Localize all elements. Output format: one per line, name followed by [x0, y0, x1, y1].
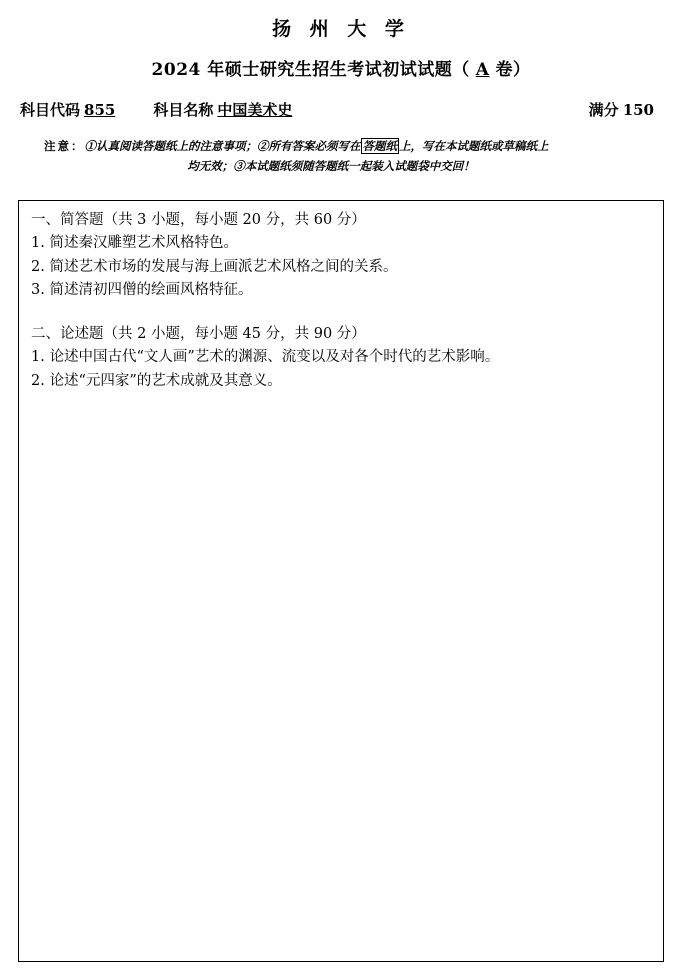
full-marks-value: 150 — [622, 101, 654, 119]
section-1-heading: 一、简答题（共 3 小题，每小题 20 分，共 60 分） — [31, 212, 366, 228]
section-divider-gap — [31, 303, 651, 323]
university-title: 扬 州 大 学 — [272, 18, 410, 40]
notice-line-2: 均无效；③本试题纸须随答题纸一起装入试题袋中交回！ — [187, 159, 475, 174]
section-2-question-2: 2. 论述“元四家”的艺术成就及其意义。 — [31, 372, 282, 389]
exam-paper-page — [0, 14, 682, 972]
section-1-question-1: 1. 简述秦汉雕塑艺术风格特色。 — [31, 235, 238, 252]
exam-title-suffix: 卷） — [495, 60, 531, 80]
section-1-question-3: 3. 简述清初四僧的绘画风格特征。 — [31, 282, 253, 299]
paper-code: A — [475, 60, 490, 80]
question-body-box — [18, 200, 664, 962]
notice-lead: 注意： — [44, 139, 85, 153]
section-2-question-1: 1. 论述中国古代“文人画”艺术的渊源、流变以及对各个时代的艺术影响。 — [31, 349, 500, 366]
subject-code-label: 科目代码 — [20, 101, 81, 119]
subject-code-value: 855 — [84, 101, 116, 119]
notice-boxed-answer-sheet: 答题纸 — [362, 139, 397, 153]
notice-item-1-tail: 上，写在本试题纸或草稿纸上 — [399, 139, 549, 153]
exam-title-prefix: 2024 年硕士研究生招生考试初试试题（ — [151, 60, 470, 80]
notice-block — [18, 136, 664, 176]
section-1 — [31, 209, 651, 303]
section-2-heading: 二、论述题（共 2 小题，每小题 45 分，共 90 分） — [31, 325, 366, 342]
notice-line-1 — [44, 136, 658, 156]
notice-item-1: ①认真阅读答题纸上的注意事项；②所有答案必须写在 — [84, 139, 361, 153]
subject-name-value: 中国美术史 — [217, 101, 293, 119]
full-marks-label: 满分 — [588, 101, 619, 119]
section-2 — [31, 323, 651, 393]
subject-info-row — [18, 99, 664, 120]
exam-title — [18, 55, 664, 80]
subject-name-label: 科目名称 — [153, 101, 214, 119]
section-1-question-2: 2. 简述艺术市场的发展与海上画派艺术风格之间的关系。 — [31, 258, 398, 275]
